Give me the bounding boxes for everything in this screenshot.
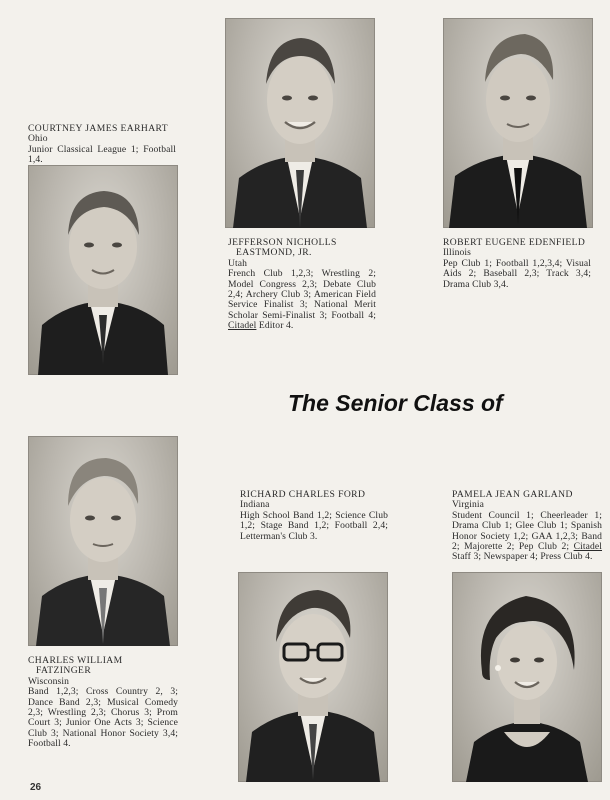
student-activities: High School Band 1,2; Science Club 1,2; Stage Band 1,2; Football 2,4; Letterman's Club 3.	[240, 509, 388, 542]
student-name: RICHARD CHARLES FORD	[240, 489, 366, 500]
student-activities: French Club 1,2,3; Wrestling 2; Model Congress 2,3; Debate Club 2,4; Archery Club 3; American Field Service Finalist 3; National Merit Scholar Semi-Finalist 3; Football 4; Citadel Editor 4.	[228, 268, 376, 332]
student-activities: Junior Classical League 1; Football 1,4.	[28, 143, 176, 166]
student-entry-earhart	[28, 124, 176, 166]
portrait-fatzinger	[28, 436, 178, 646]
portrait-eastmond	[225, 18, 375, 228]
student-activities: Band 1,2,3; Cross Country 2, 3; Dance Band 2,3; Musical Comedy 2,3; Wrestling 2,3; Chorus 3; Prom Court 3; Junior One Acts 3; Science Club 3; National Honor Society 3,4; Football 4.	[28, 686, 178, 750]
student-state: Wisconsin	[28, 675, 70, 687]
publication-title: Citadel	[573, 541, 603, 553]
student-state: Utah	[228, 257, 248, 269]
student-state: Illinois	[443, 247, 471, 259]
student-entry-garland	[452, 490, 602, 563]
page-number: 26	[30, 782, 42, 793]
publication-title: Citadel	[228, 320, 257, 332]
student-entry-ford	[240, 490, 388, 542]
student-entry-edenfield	[443, 238, 591, 290]
student-name: JEFFERSON NICHOLLS	[228, 237, 337, 248]
student-activities: Student Council 1; Cheerleader 1; Drama Club 1; Glee Club 1; Spanish Honor Society 1,2; GAA 1,2,3; Band 2; Majorette 2; Pep Club 2; Citadel Staff 3; Newspaper 4; Press Club 4.	[452, 509, 603, 563]
portrait-garland	[452, 572, 602, 782]
student-state: Virginia	[452, 499, 485, 511]
student-state: Indiana	[240, 499, 270, 511]
page-headline: The Senior Class of	[288, 390, 503, 416]
student-name-continued: EASTMOND, JR.	[236, 247, 312, 259]
student-name: CHARLES WILLIAM	[28, 655, 123, 666]
student-name: COURTNEY JAMES EARHART	[28, 123, 169, 134]
student-state: Ohio	[28, 133, 48, 145]
student-name: ROBERT EUGENE EDENFIELD	[443, 237, 586, 248]
student-entry-eastmond	[228, 238, 376, 332]
student-name: PAMELA JEAN GARLAND	[452, 489, 573, 500]
portrait-ford	[238, 572, 388, 782]
portrait-edenfield	[443, 18, 593, 228]
portrait-earhart	[28, 165, 178, 375]
bleed-through-decoration	[520, 392, 525, 415]
student-activities: Pep Club 1; Football 1,2,3,4; Visual Aids 2; Baseball 2,3; Track 3,4; Drama Club 3,4.	[443, 257, 591, 290]
student-name-continued: FATZINGER	[36, 665, 92, 677]
student-entry-fatzinger	[28, 656, 178, 750]
